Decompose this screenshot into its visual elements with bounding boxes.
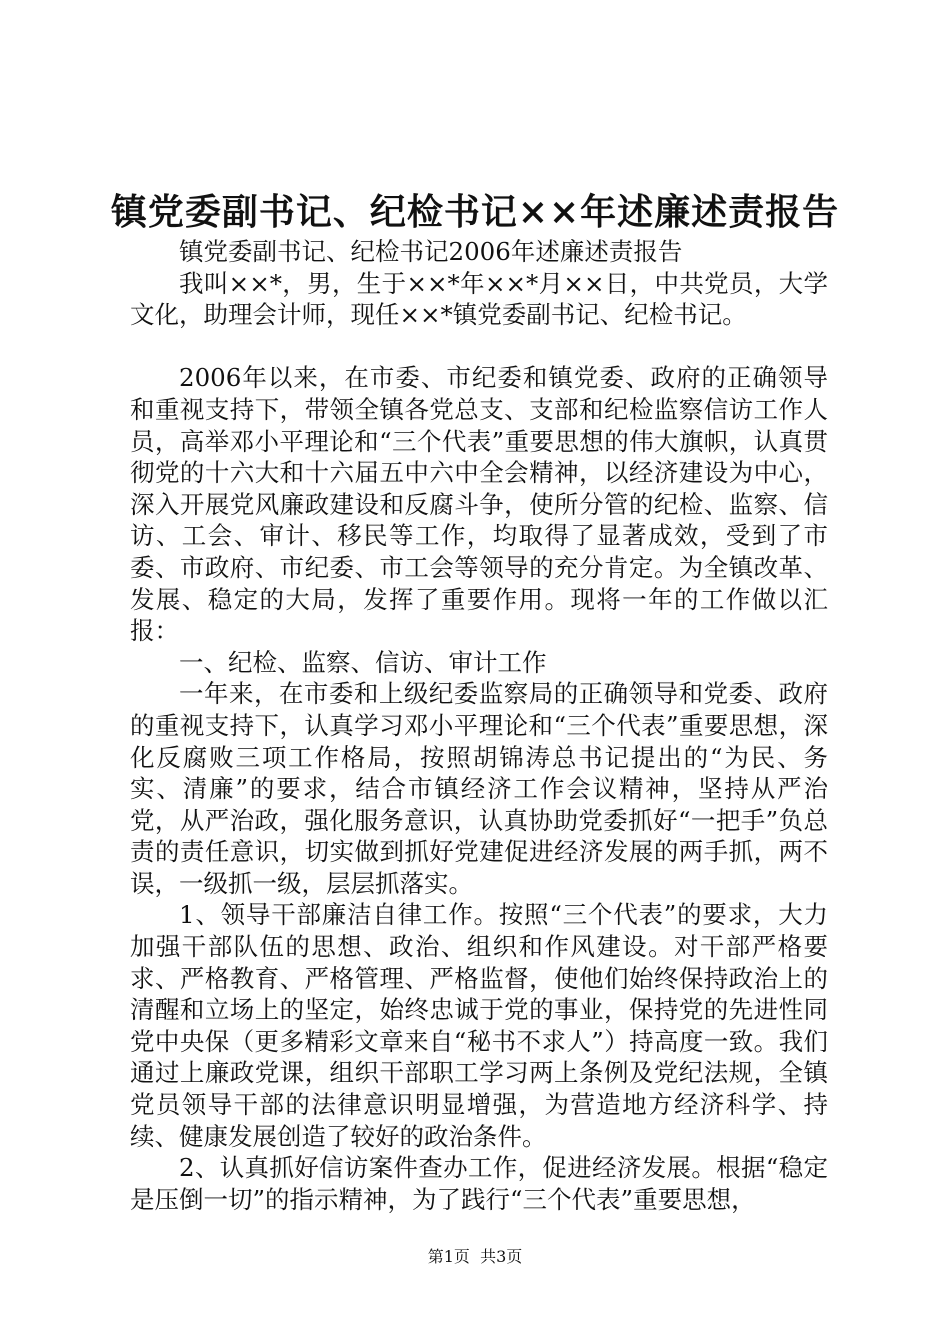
document-title: 镇党委副书记、纪检书记××年述廉述责报告 <box>110 191 840 233</box>
section-heading: 一、纪检、监察、信访、审计工作 <box>179 647 547 677</box>
subtitle-paragraph: 镇党委副书记、纪检书记2006年述廉述责报告 <box>179 237 683 266</box>
overview-paragraph: 2006年以来，在市委、市纪委和镇党委、政府的正确领导和重视支持下，带领全镇各党总支、支部和纪检监察信访工作人员，高举邓小平理论和“三个代表”重要思想的伟大旗帜，认真贯彻党的十六大和十六届五中六中全会精神，以经济建设为中心，深入开展党风廉政建设和反腐斗争，使所分管的纪检、监察、信访、工会、审计、移民等工作，均取得了显著成效，受到了市委、市政府、市纪委、市工会等领导的充分肯定。为全镇改革、发展、稳定的大局，发挥了重要作用。现将一年的工作做以汇报： <box>130 363 828 646</box>
item-1-paragraph: 1、领导干部廉洁自律工作。按照“三个代表”的要求，大力加强干部队伍的思想、政治、组织和作风建设。对干部严格要求、严格教育、严格管理、严格监督，使他们始终保持政治上的清醒和立场上的坚定，始终忠诚于党的事业，保持党的先进性同党中央保（更多精彩文章来自“秘书不求人”）持高度一致。我们通过上廉政党课，组织干部职工学习两上条例及党纪法规，全镇党员领导干部的法律意识明显增强，为营造地方经济科学、持续、健康发展创造了较好的政治条件。 <box>130 900 828 1151</box>
document-body <box>130 236 828 1215</box>
section-paragraph: 一年来，在市委和上级纪委监察局的正确领导和党委、政府的重视支持下，认真学习邓小平理论和“三个代表”重要思想，深化反腐败三项工作格局，按照胡锦涛总书记提出的“为民、务实、清廉”的要求，结合市镇经济工作会议精神，坚持从严治党，从严治政，强化服务意识，认真协助党委抓好“一把手”负总责的责任意识，切实做到抓好党建促进经济发展的两手抓，两不误，一级抓一级，层层抓落实。 <box>130 679 828 898</box>
page-footer: 第1页 共3页 <box>427 1247 523 1266</box>
intro-paragraph: 我叫××*，男，生于××*年××*月××日，中共党员，大学文化，助理会计师，现任××*镇党委副书记、纪检书记。 <box>130 268 828 330</box>
item-2-paragraph: 2、认真抓好信访案件查办工作，促进经济发展。根据“稳定是压倒一切”的指示精神，为了践行“三个代表”重要思想， <box>130 1153 828 1214</box>
